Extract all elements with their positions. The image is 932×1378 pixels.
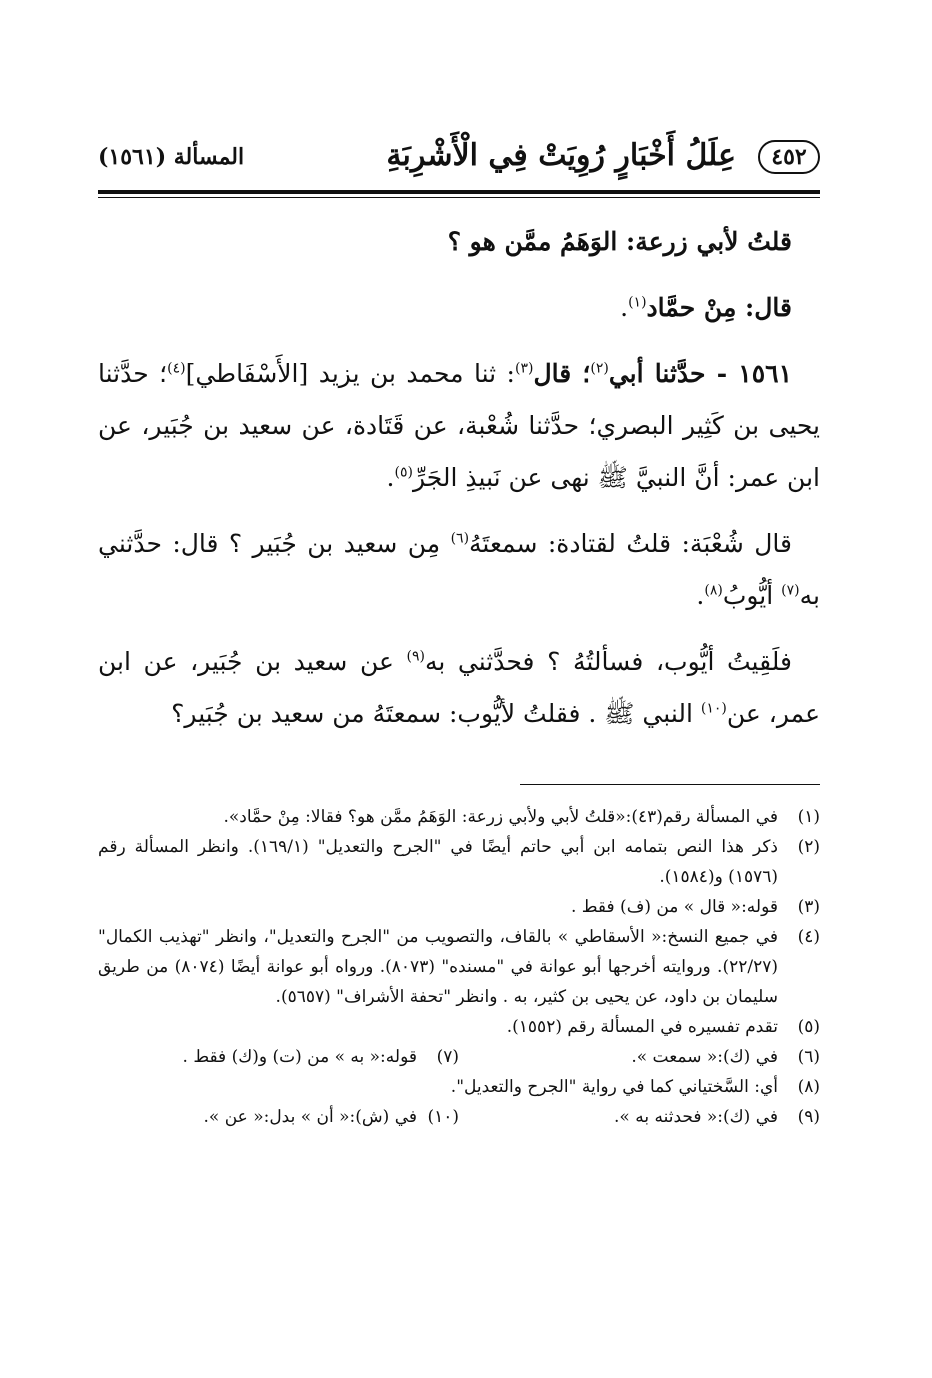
paragraph-4-part-c: أيُّوبُ xyxy=(722,581,782,610)
footnote-number: (٨) xyxy=(797,1077,820,1097)
footnote-ref-1[interactable]: (١) xyxy=(628,294,647,311)
footnote-item xyxy=(98,1012,820,1042)
footnote-ref-7[interactable]: (٧) xyxy=(781,582,800,599)
footnote-ref-3[interactable]: (٣) xyxy=(514,360,534,377)
paragraph-5-part-c: النبي ﷺ . فقلتُ لأيُّوب: سمعتَهُ من سعيد بن جُبَير؟ xyxy=(171,699,701,728)
footnote-item xyxy=(98,1042,459,1072)
footnote-text: في المسألة رقم(٤٣):«قلتُ لأبي ولأبي زرعة: الوَهَمُ ممَّن هو؟ فقالا: مِنْ حمَّاد». xyxy=(223,807,778,827)
paragraph-3-part-b: : ثنا محمد بن يزيد [الأَسْفَاطي] xyxy=(185,359,515,388)
page-number-badge xyxy=(758,140,820,174)
header-rule-thin xyxy=(98,197,820,198)
footnote-number: (٣) xyxy=(797,897,820,917)
footnote-row-9-10 xyxy=(98,1102,820,1132)
footnote-item xyxy=(98,922,820,1012)
footnote-number: (٩) xyxy=(797,1107,820,1127)
paragraph-5 xyxy=(98,636,820,740)
footnote-item xyxy=(98,832,820,892)
paragraph-5-part-b: عن سعيد بن جُبَير، عن ابن عمر، عن xyxy=(98,647,820,728)
paragraph-3 xyxy=(98,348,820,504)
footnotes xyxy=(98,802,820,1132)
footnote-item xyxy=(98,1072,820,1102)
footnote-text: في (ك):« فحدثنه به ». xyxy=(614,1107,778,1127)
footnote-number: (٢) xyxy=(797,837,820,857)
footnote-text: تقدم تفسيره في المسألة رقم (١٥٥٢). xyxy=(506,1017,778,1037)
footnote-text: في (ك):« سمعت ». xyxy=(631,1047,778,1067)
footnote-text: في (ش):« أن » بدل:« عن ». xyxy=(203,1107,417,1127)
page-number: ٤٥٢ xyxy=(771,144,807,170)
footnote-text: قوله:« به » من (ت) و(ك) فقط . xyxy=(182,1047,417,1067)
footnote-ref-6[interactable]: (٦) xyxy=(450,530,470,547)
footnote-ref-4[interactable]: (٤) xyxy=(167,360,186,377)
paragraph-2 xyxy=(98,282,820,334)
header-rule-thick xyxy=(98,190,820,194)
footnote-text: قوله:« قال » من (ف) فقط . xyxy=(570,897,778,917)
paragraph-2-end: . xyxy=(620,293,629,322)
footnote-row-6-7 xyxy=(98,1042,820,1072)
footnote-number: (٤) xyxy=(797,927,820,947)
main-text xyxy=(98,216,820,754)
footnote-item xyxy=(98,892,820,922)
paragraph-3-part-a: ؛ قال xyxy=(533,359,591,388)
footnote-number: (١٠) xyxy=(427,1107,459,1127)
footnote-ref-9[interactable]: (٩) xyxy=(406,648,425,665)
footnote-item xyxy=(98,1102,459,1132)
footnote-text: ذكر هذا النص بتمامه ابن أبي حاتم أيضًا في "الجرح والتعديل" (١٦٩/١). وانظر المسألة رقم (١٥٧٦) و(١٥٨٤). xyxy=(98,837,778,887)
footnote-item xyxy=(459,1102,820,1132)
footnote-separator xyxy=(520,784,820,785)
footnote-ref-8[interactable]: (٨) xyxy=(704,582,723,599)
issue-number-heading: ١٥٦١ - حدَّثنا أبي xyxy=(608,359,792,388)
answer-text: قال: مِنْ حمَّاد xyxy=(646,293,792,322)
paragraph-4 xyxy=(98,518,820,622)
book-title: عِلَلُ أَخْبَارٍ رُوِيَتْ فِي الْأَشْرِبَةِ xyxy=(386,138,736,173)
footnote-ref-10[interactable]: (١٠) xyxy=(700,700,727,717)
footnote-ref-5[interactable]: (٥) xyxy=(394,464,413,481)
footnote-number: (٧) xyxy=(436,1047,459,1067)
question-text: قلتُ لأبي زرعة: الوَهَمُ ممَّن هو ؟ xyxy=(447,227,792,256)
footnote-item xyxy=(459,1042,820,1072)
footnote-number: (٥) xyxy=(797,1017,820,1037)
footnote-number: (١) xyxy=(797,807,820,827)
footnote-ref-2[interactable]: (٢) xyxy=(590,360,609,377)
paragraph-1 xyxy=(98,216,820,268)
footnote-number: (٦) xyxy=(797,1047,820,1067)
paragraph-3-part-c: ؛ حدَّثنا يحيى بن كَثِير البصري؛ حدَّثنا شُعْبة، عن قَتَادة، عن سعيد بن جُبَير، عن ابن عمر: أنَّ النبيَّ ﷺ نهى عن نَبيذِ الجَرِّ xyxy=(98,359,820,492)
footnote-text: في جميع النسخ:« الأسقاطي » بالقاف، والتصويب من "الجرح والتعديل"، وانظر "تهذيب الكمال" (٢٢/٢٧). وروايته أخرجها أبو عوانة في "مسنده" (٨٠٧٣). ورواه أبو عوانة أيضًا (٨٠٧٤) من طريق سليمان بن داود، عن يحيى بن كثير، به . وانظر "تحفة الأشراف" (٥٦٥٧). xyxy=(98,927,778,1007)
paragraph-5-part-a: فلَقِيتُ أيُّوب، فسألتُهُ ؟ فحدَّثني به xyxy=(424,647,792,676)
page-header xyxy=(98,130,820,180)
paragraph-4-part-a: قال شُعْبَة: قلتُ لقتادة: سمعتَهُ xyxy=(469,529,792,558)
paragraph-3-end: . xyxy=(386,463,395,492)
paragraph-4-part-b: مِن سعيد بن جُبَير ؟ قال: حدَّثني به xyxy=(98,529,820,610)
paragraph-4-end: . xyxy=(696,581,705,610)
issue-label: المسألة (١٥٦١) xyxy=(98,144,245,170)
footnote-text: أي: السَّختياني كما في رواية "الجرح والتعديل". xyxy=(450,1077,778,1097)
book-page xyxy=(98,130,820,1260)
footnote-item xyxy=(98,802,820,832)
